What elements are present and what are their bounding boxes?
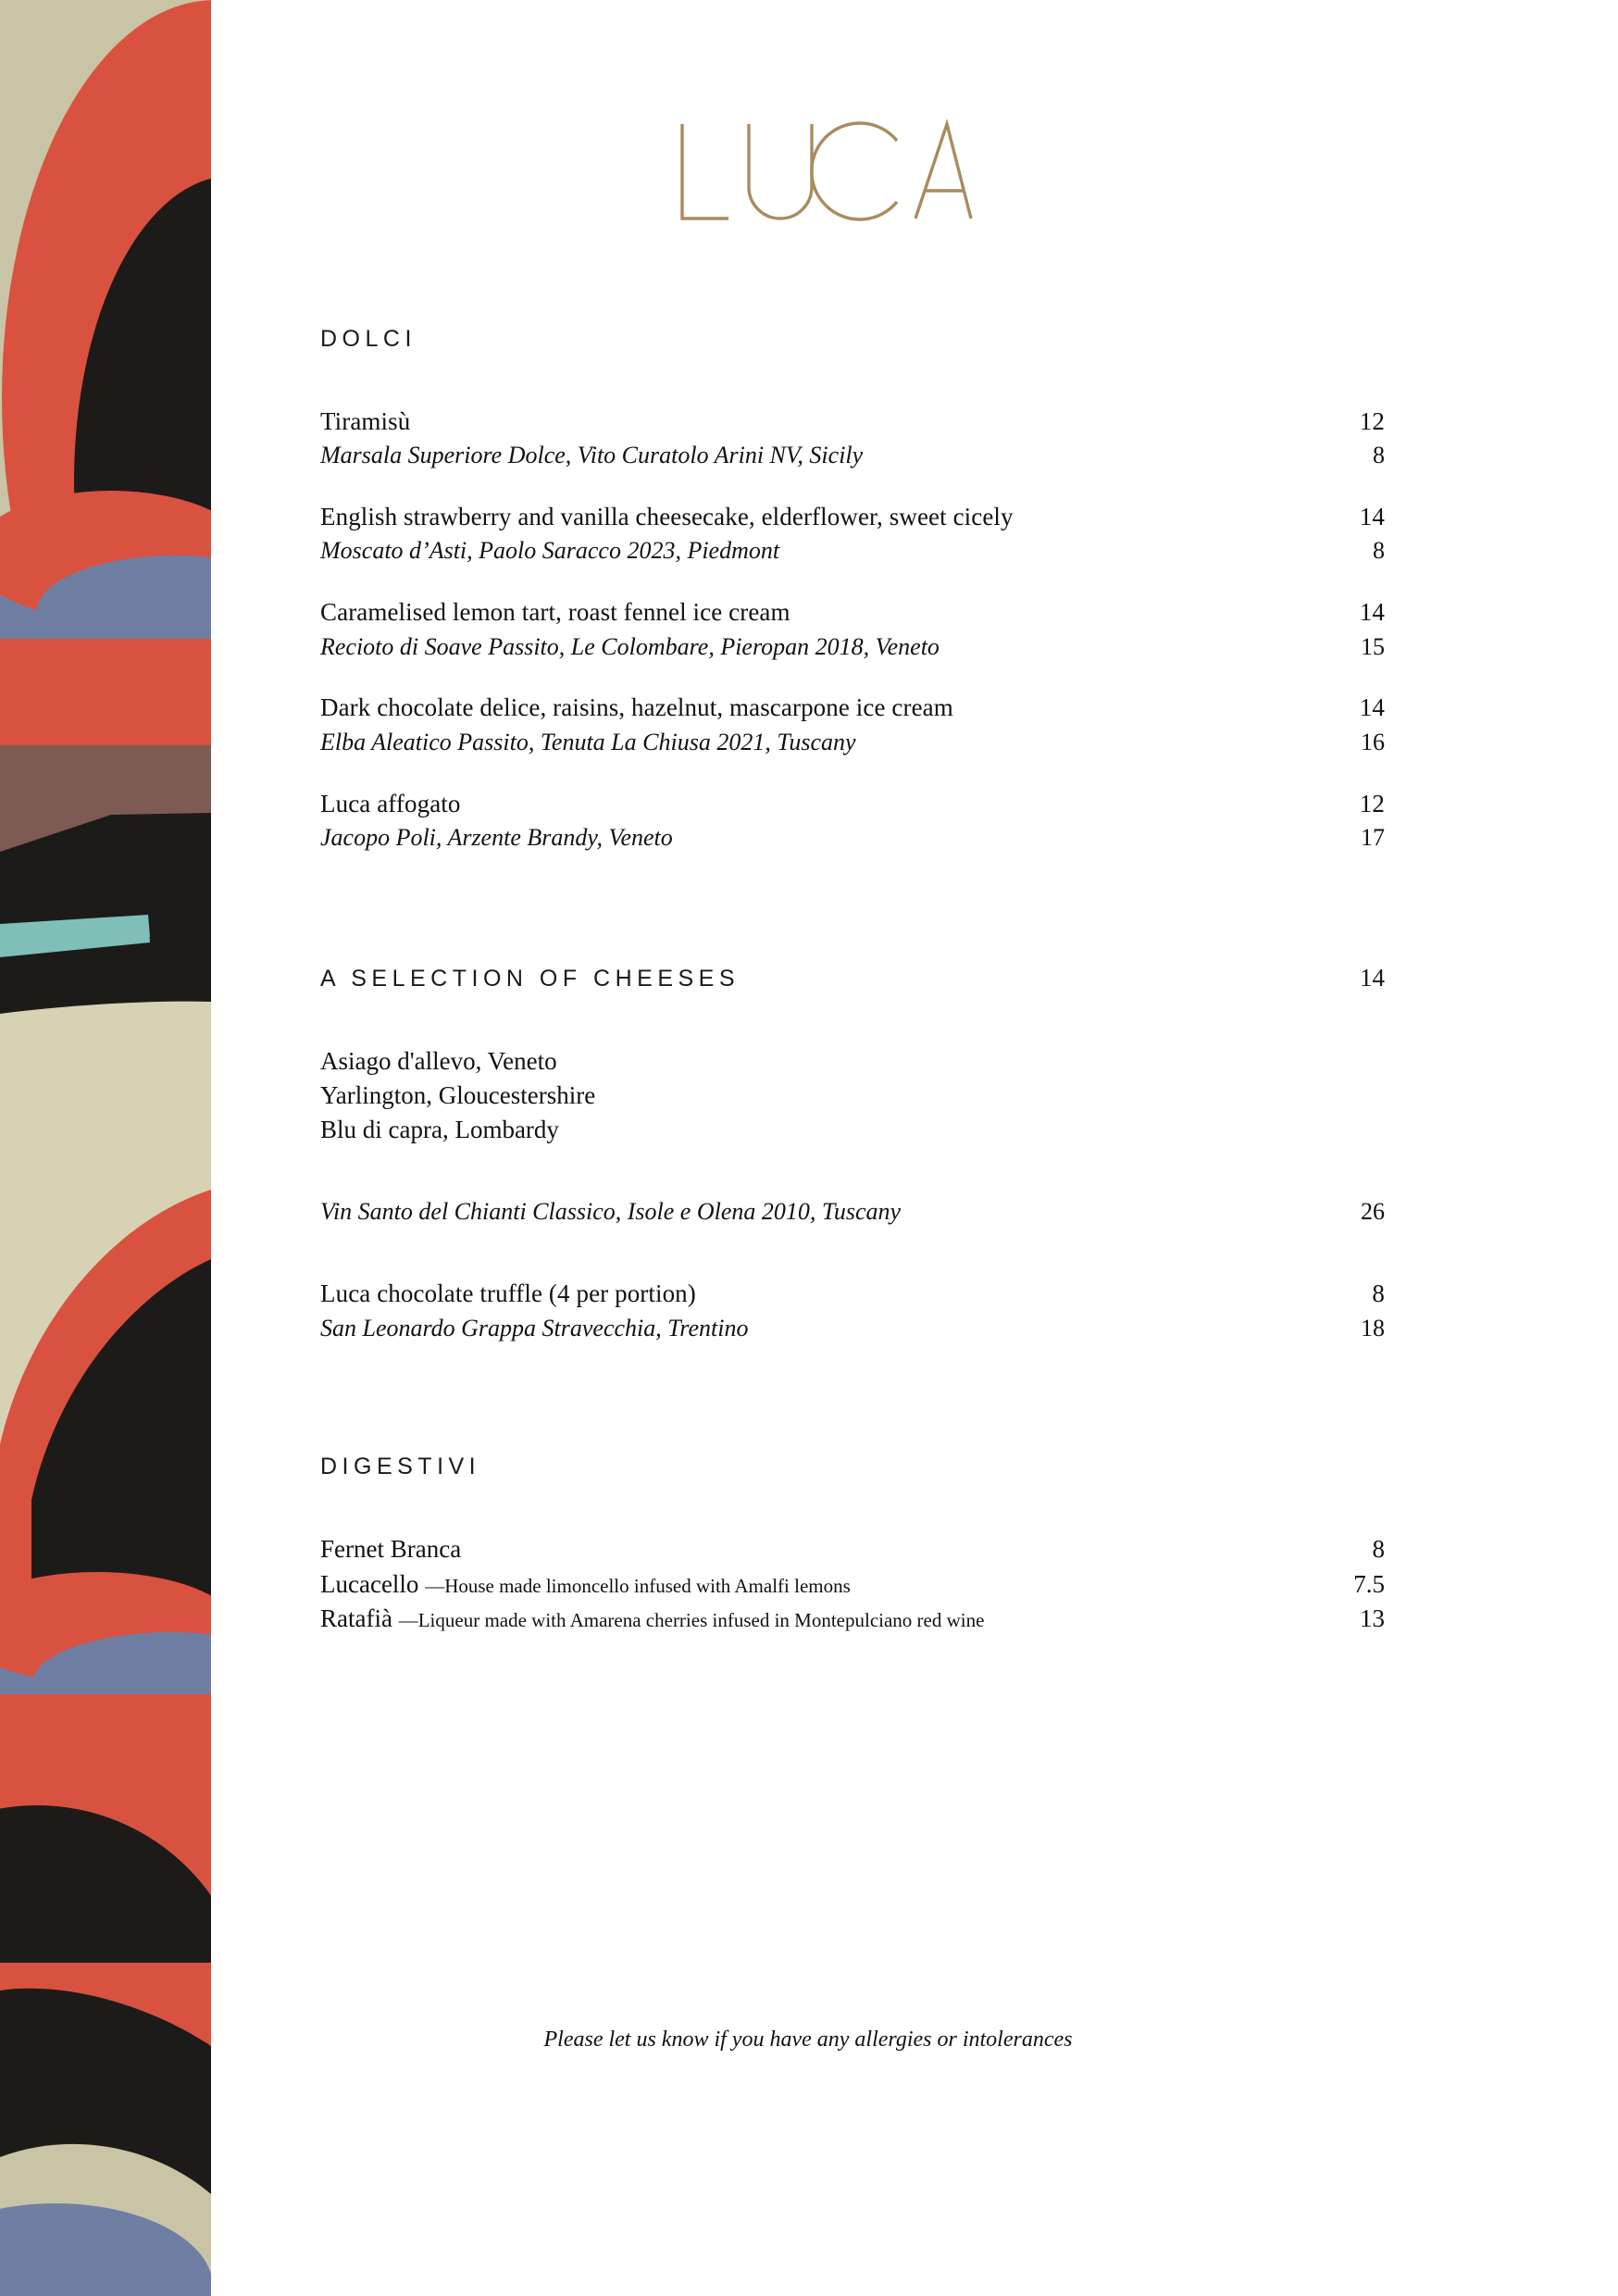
dish-price: 14 (1359, 598, 1385, 627)
decorative-artwork-strip (0, 0, 211, 2296)
wine-price: 17 (1361, 823, 1385, 851)
wine-name: Recioto di Soave Passito, Le Colombare, Pieropan 2018, Veneto (320, 632, 940, 660)
wine-row (320, 439, 1385, 472)
wine-row (320, 534, 1385, 568)
wine-price: 15 (1361, 632, 1385, 660)
wine-row (320, 1312, 1385, 1345)
dish-name: Luca affogato (320, 789, 461, 817)
menu-body (320, 326, 1385, 1664)
dish-row (320, 691, 1385, 725)
wine-price: 18 (1361, 1314, 1385, 1341)
digestivo-price: 7.5 (1353, 1569, 1385, 1598)
digestivo-row (320, 1567, 1385, 1602)
menu-item (320, 500, 1385, 568)
section-header-digestivi (320, 1454, 1385, 1480)
wine-price: 8 (1373, 537, 1385, 565)
digestivo-name: Fernet Branca (320, 1535, 462, 1564)
section-price: 14 (1360, 963, 1385, 992)
cheese-list (320, 1044, 1385, 1148)
dish-name: English strawberry and vanilla cheesecake, elderflower, sweet cicely (320, 503, 1014, 531)
dish-row (320, 1277, 1385, 1311)
dish-price: 12 (1359, 407, 1385, 435)
menu-item (320, 691, 1385, 758)
digestivo-price: 13 (1360, 1603, 1385, 1632)
wine-name: Marsala Superiore Dolce, Vito Curatolo Arini NV, Sicily (320, 442, 864, 469)
section-title: DOLCI (320, 326, 417, 352)
digestivi-list (320, 1532, 1385, 1636)
wine-name: San Leonardo Grappa Stravecchia, Trentino (320, 1314, 749, 1341)
cheese-line: Asiago d'allevo, Veneto (320, 1046, 557, 1075)
dish-row (320, 405, 1385, 439)
section-header-cheeses (320, 964, 1385, 992)
digestivo-row (320, 1532, 1385, 1566)
section-header-dolci (320, 326, 1385, 353)
dish-name: Caramelised lemon tart, roast fennel ice cream (320, 598, 790, 627)
dish-name: Luca chocolate truffle (4 per portion) (320, 1279, 696, 1308)
dish-name: Tiramisù (320, 407, 411, 435)
digestivo-description: —House made limoncello infused with Amalfi lemons (425, 1574, 851, 1597)
wine-name: Elba Aleatico Passito, Tenuta La Chiusa 2021, Tuscany (320, 728, 856, 755)
cheese-wine-pairing (320, 1195, 1385, 1229)
menu-item (320, 1277, 1385, 1344)
wine-price: 16 (1361, 728, 1385, 755)
luca-wordmark-icon (669, 119, 975, 225)
menu-item (320, 405, 1385, 472)
wine-row (320, 630, 1385, 664)
dish-price: 8 (1372, 1279, 1385, 1308)
wine-name: Moscato d’Asti, Paolo Saracco 2023, Piedmont (320, 537, 780, 565)
menu-page (211, 0, 1618, 2296)
digestivo-name: Ratafià (320, 1603, 392, 1632)
dish-price: 12 (1359, 789, 1385, 817)
wine-price: 26 (1361, 1198, 1385, 1226)
cheese-line: Blu di capra, Lombardy (320, 1116, 559, 1144)
digestivo-price: 8 (1372, 1535, 1385, 1564)
dish-row (320, 787, 1385, 821)
menu-item (320, 787, 1385, 855)
wine-row (320, 726, 1385, 759)
digestivo-row (320, 1602, 1385, 1636)
wine-name: Jacopo Poli, Arzente Brandy, Veneto (320, 823, 673, 851)
digestivo-description: —Liqueur made with Amarena cherries infused in Montepulciano red wine (398, 1608, 985, 1631)
dish-price: 14 (1359, 503, 1385, 531)
dish-row (320, 595, 1385, 630)
menu-item (320, 595, 1385, 663)
dish-price: 14 (1359, 693, 1385, 722)
wine-name: Vin Santo del Chianti Classico, Isole e Olena 2010, Tuscany (320, 1198, 902, 1226)
dish-row (320, 500, 1385, 534)
cheese-line: Yarlington, Gloucestershire (320, 1080, 596, 1109)
allergy-notice: Please let us know if you have any allergies or intolerances (543, 2028, 1073, 2052)
wine-price: 8 (1373, 442, 1385, 469)
restaurant-logo (211, 119, 1433, 230)
section-title: DIGESTIVI (320, 1454, 481, 1480)
dish-name: Dark chocolate delice, raisins, hazelnut, mascarpone ice cream (320, 693, 953, 722)
wine-row (320, 821, 1385, 855)
section-title: A SELECTION OF CHEESES (320, 965, 741, 992)
wine-row (320, 1195, 1385, 1229)
digestivo-name: Lucacello (320, 1569, 419, 1598)
